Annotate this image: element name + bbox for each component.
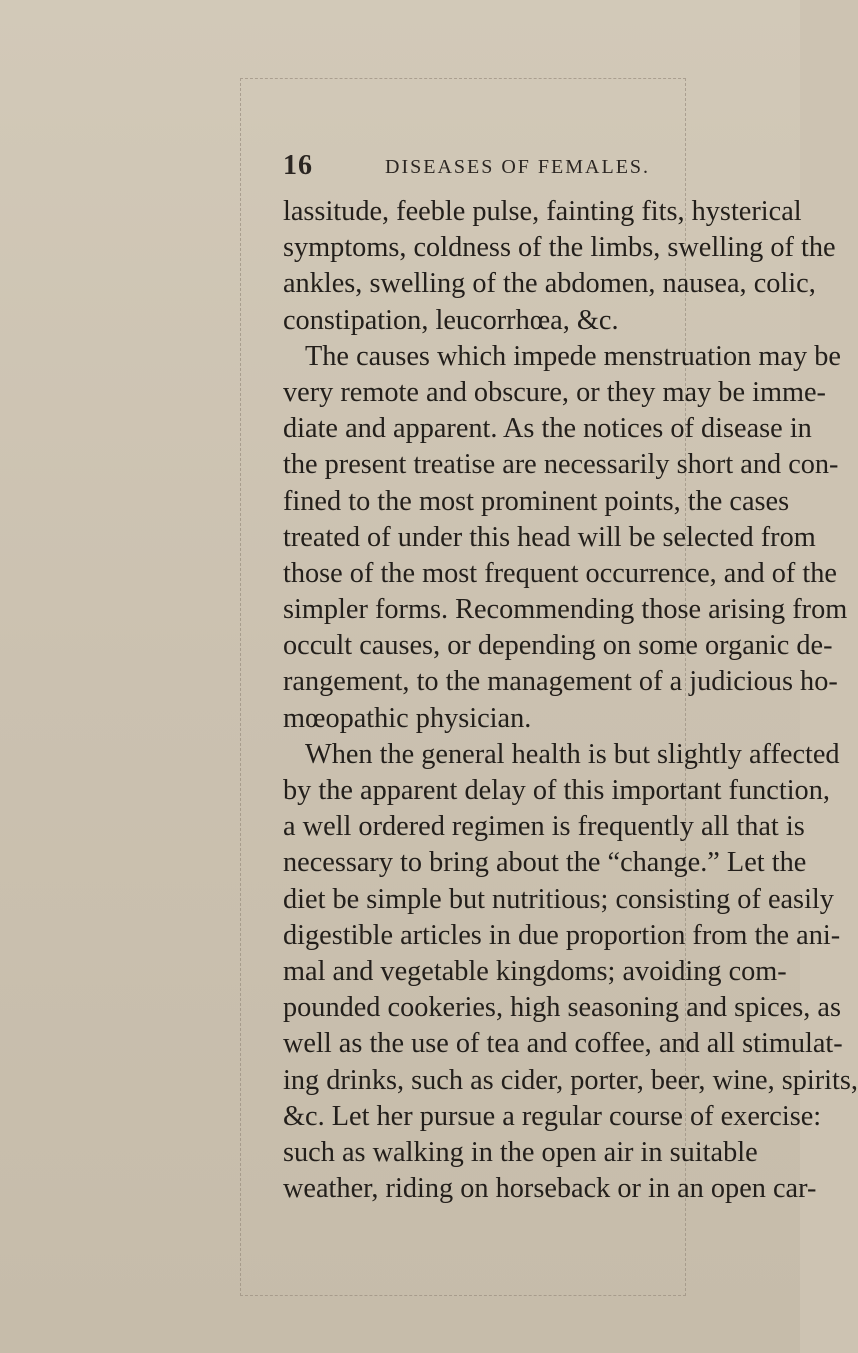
text-line: diet be simple but nutritious; consisting of easily: [283, 883, 834, 915]
text-line: ankles, swelling of the abdomen, nausea, colic,: [283, 268, 816, 300]
text-line: constipation, leucorrhœa, &c.: [283, 304, 619, 336]
text-line: pounded cookeries, high seasoning and spices, as: [283, 992, 841, 1024]
text-line: When the general health is but slightly affected: [305, 738, 840, 770]
text-line: The causes which impede menstruation may be: [305, 340, 841, 372]
text-line: necessary to bring about the “change.” Let the: [283, 847, 807, 879]
text-line: well as the use of tea and coffee, and all stimulat-: [283, 1028, 843, 1060]
text-line: symptoms, coldness of the limbs, swelling of the: [283, 232, 836, 264]
text-line: lassitude, feeble pulse, fainting fits, hysterical: [283, 196, 802, 227]
text-line: a well ordered regimen is frequently all that is: [283, 811, 805, 843]
text-line: those of the most frequent occurrence, and of the: [283, 557, 837, 589]
text-line: diate and apparent. As the notices of disease in: [283, 413, 812, 445]
text-line: by the apparent delay of this important function,: [283, 775, 830, 806]
text-line: such as walking in the open air in suitable: [283, 1136, 758, 1168]
text-line: very remote and obscure, or they may be imme-: [283, 376, 826, 408]
text-line: simpler forms. Recommending those arising from: [283, 594, 848, 626]
text-line: occult causes, or depending on some organic de-: [283, 630, 833, 662]
text-line: ing drinks, such as cider, porter, beer, wine, spirits,: [283, 1064, 858, 1096]
text-line: rangement, to the management of a judicious ho-: [283, 666, 838, 698]
text-line: mal and vegetable kingdoms; avoiding com-: [283, 955, 787, 987]
page-number: 16: [283, 150, 313, 181]
text-line: digestible articles in due proportion from the ani-: [283, 919, 841, 951]
text-line: treated of under this head will be selected from: [283, 521, 816, 553]
text-line: &c. Let her pursue a regular course of exercise:: [283, 1100, 822, 1132]
body-text: [283, 194, 858, 1207]
text-line: weather, riding on horseback or in an open car-: [283, 1173, 817, 1205]
text-line: mœopathic physician.: [283, 702, 532, 734]
running-head: DISEASES OF FEMALES.: [385, 156, 651, 178]
page-header: [283, 150, 729, 186]
text-line: fined to the most prominent points, the cases: [283, 485, 790, 517]
text-line: the present treatise are necessarily short and con-: [283, 449, 839, 481]
